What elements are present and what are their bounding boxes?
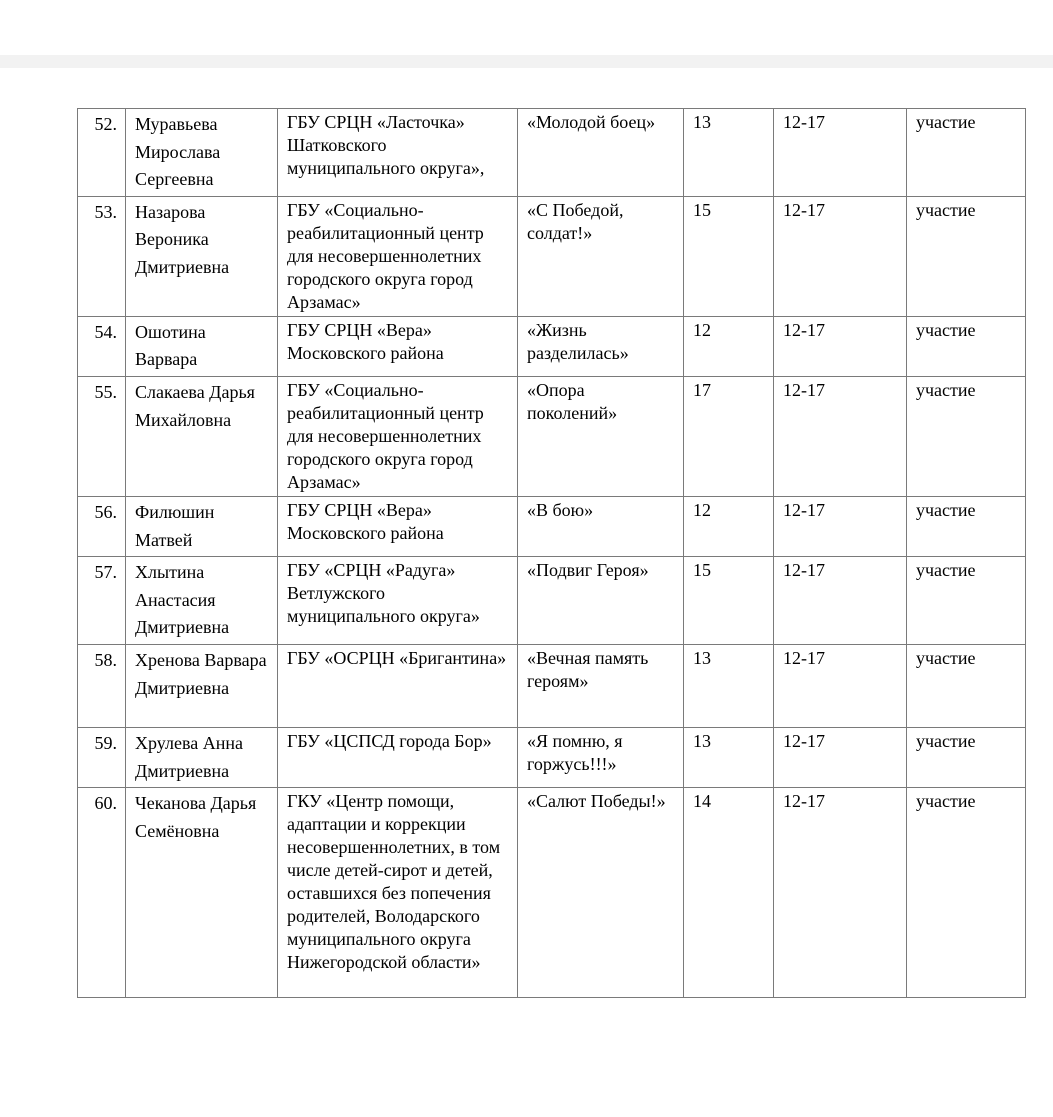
participant-name: Хрулева Анна Дмитриевна <box>126 727 278 787</box>
organization: ГКУ «Центр помощи, адаптации и коррекции несовершеннолетних, в том числе детей-сирот и детей, оставшихся без попечения родителей, Володарского муниципального округа Нижегородской области» <box>278 788 518 998</box>
participants-table <box>77 108 1026 998</box>
participant-age: 13 <box>684 644 774 727</box>
table-row <box>78 496 1026 556</box>
result: участие <box>907 727 1026 787</box>
table-row <box>78 727 1026 787</box>
organization: ГБУ СРЦН «Ласточка» Шатковского муниципального округа», <box>278 109 518 197</box>
participant-age: 15 <box>684 557 774 645</box>
organization: ГБУ «Социально-реабилитационный центр для несовершеннолетних городского округа город Арзамас» <box>278 196 518 316</box>
result: участие <box>907 316 1026 376</box>
row-number: 58. <box>78 644 126 727</box>
result: участие <box>907 376 1026 496</box>
age-group: 12-17 <box>774 109 907 197</box>
work-title: «Жизнь разделилась» <box>518 316 684 376</box>
work-title: «Салют Победы!» <box>518 788 684 998</box>
organization: ГБУ «ОСРЦН «Бригантина» <box>278 644 518 727</box>
work-title: «В бою» <box>518 496 684 556</box>
row-number: 53. <box>78 196 126 316</box>
result: участие <box>907 644 1026 727</box>
age-group: 12-17 <box>774 644 907 727</box>
row-number: 52. <box>78 109 126 197</box>
table-row <box>78 109 1026 197</box>
row-number: 57. <box>78 557 126 645</box>
organization: ГБУ СРЦН «Вера» Московского района <box>278 316 518 376</box>
participant-age: 13 <box>684 109 774 197</box>
age-group: 12-17 <box>774 557 907 645</box>
participant-name: Назарова Вероника Дмитриевна <box>126 196 278 316</box>
result: участие <box>907 788 1026 998</box>
participant-age: 15 <box>684 196 774 316</box>
participant-age: 13 <box>684 727 774 787</box>
participant-name: Ошотина Варвара <box>126 316 278 376</box>
row-number: 59. <box>78 727 126 787</box>
row-number: 54. <box>78 316 126 376</box>
table-row <box>78 557 1026 645</box>
participant-name: Филюшин Матвей <box>126 496 278 556</box>
work-title: «Подвиг Героя» <box>518 557 684 645</box>
table-row <box>78 644 1026 727</box>
age-group: 12-17 <box>774 496 907 556</box>
age-group: 12-17 <box>774 727 907 787</box>
table-row <box>78 196 1026 316</box>
work-title: «Опора поколений» <box>518 376 684 496</box>
row-number: 56. <box>78 496 126 556</box>
result: участие <box>907 557 1026 645</box>
organization: ГБУ СРЦН «Вера» Московского района <box>278 496 518 556</box>
age-group: 12-17 <box>774 196 907 316</box>
participant-age: 17 <box>684 376 774 496</box>
work-title: «Молодой боец» <box>518 109 684 197</box>
work-title: «Вечная память героям» <box>518 644 684 727</box>
result: участие <box>907 496 1026 556</box>
age-group: 12-17 <box>774 316 907 376</box>
table-row <box>78 316 1026 376</box>
organization: ГБУ «ЦСПСД города Бор» <box>278 727 518 787</box>
participant-name: Слакаева Дарья Михайловна <box>126 376 278 496</box>
age-group: 12-17 <box>774 376 907 496</box>
participant-age: 12 <box>684 316 774 376</box>
participant-name: Чеканова Дарья Семёновна <box>126 788 278 998</box>
participant-age: 14 <box>684 788 774 998</box>
participant-name: Хренова Варвара Дмитриевна <box>126 644 278 727</box>
participant-name: Муравьева Мирослава Сергеевна <box>126 109 278 197</box>
work-title: «С Победой, солдат!» <box>518 196 684 316</box>
row-number: 55. <box>78 376 126 496</box>
result: участие <box>907 196 1026 316</box>
table-row <box>78 376 1026 496</box>
age-group: 12-17 <box>774 788 907 998</box>
top-divider-strip <box>0 55 1053 68</box>
participant-age: 12 <box>684 496 774 556</box>
work-title: «Я помню, я горжусь!!!» <box>518 727 684 787</box>
table-row <box>78 788 1026 998</box>
organization: ГБУ «Социально-реабилитационный центр для несовершеннолетних городского округа город Арзамас» <box>278 376 518 496</box>
row-number: 60. <box>78 788 126 998</box>
result: участие <box>907 109 1026 197</box>
participant-name: Хлытина Анастасия Дмитриевна <box>126 557 278 645</box>
organization: ГБУ «СРЦН «Радуга» Ветлужского муниципального округа» <box>278 557 518 645</box>
